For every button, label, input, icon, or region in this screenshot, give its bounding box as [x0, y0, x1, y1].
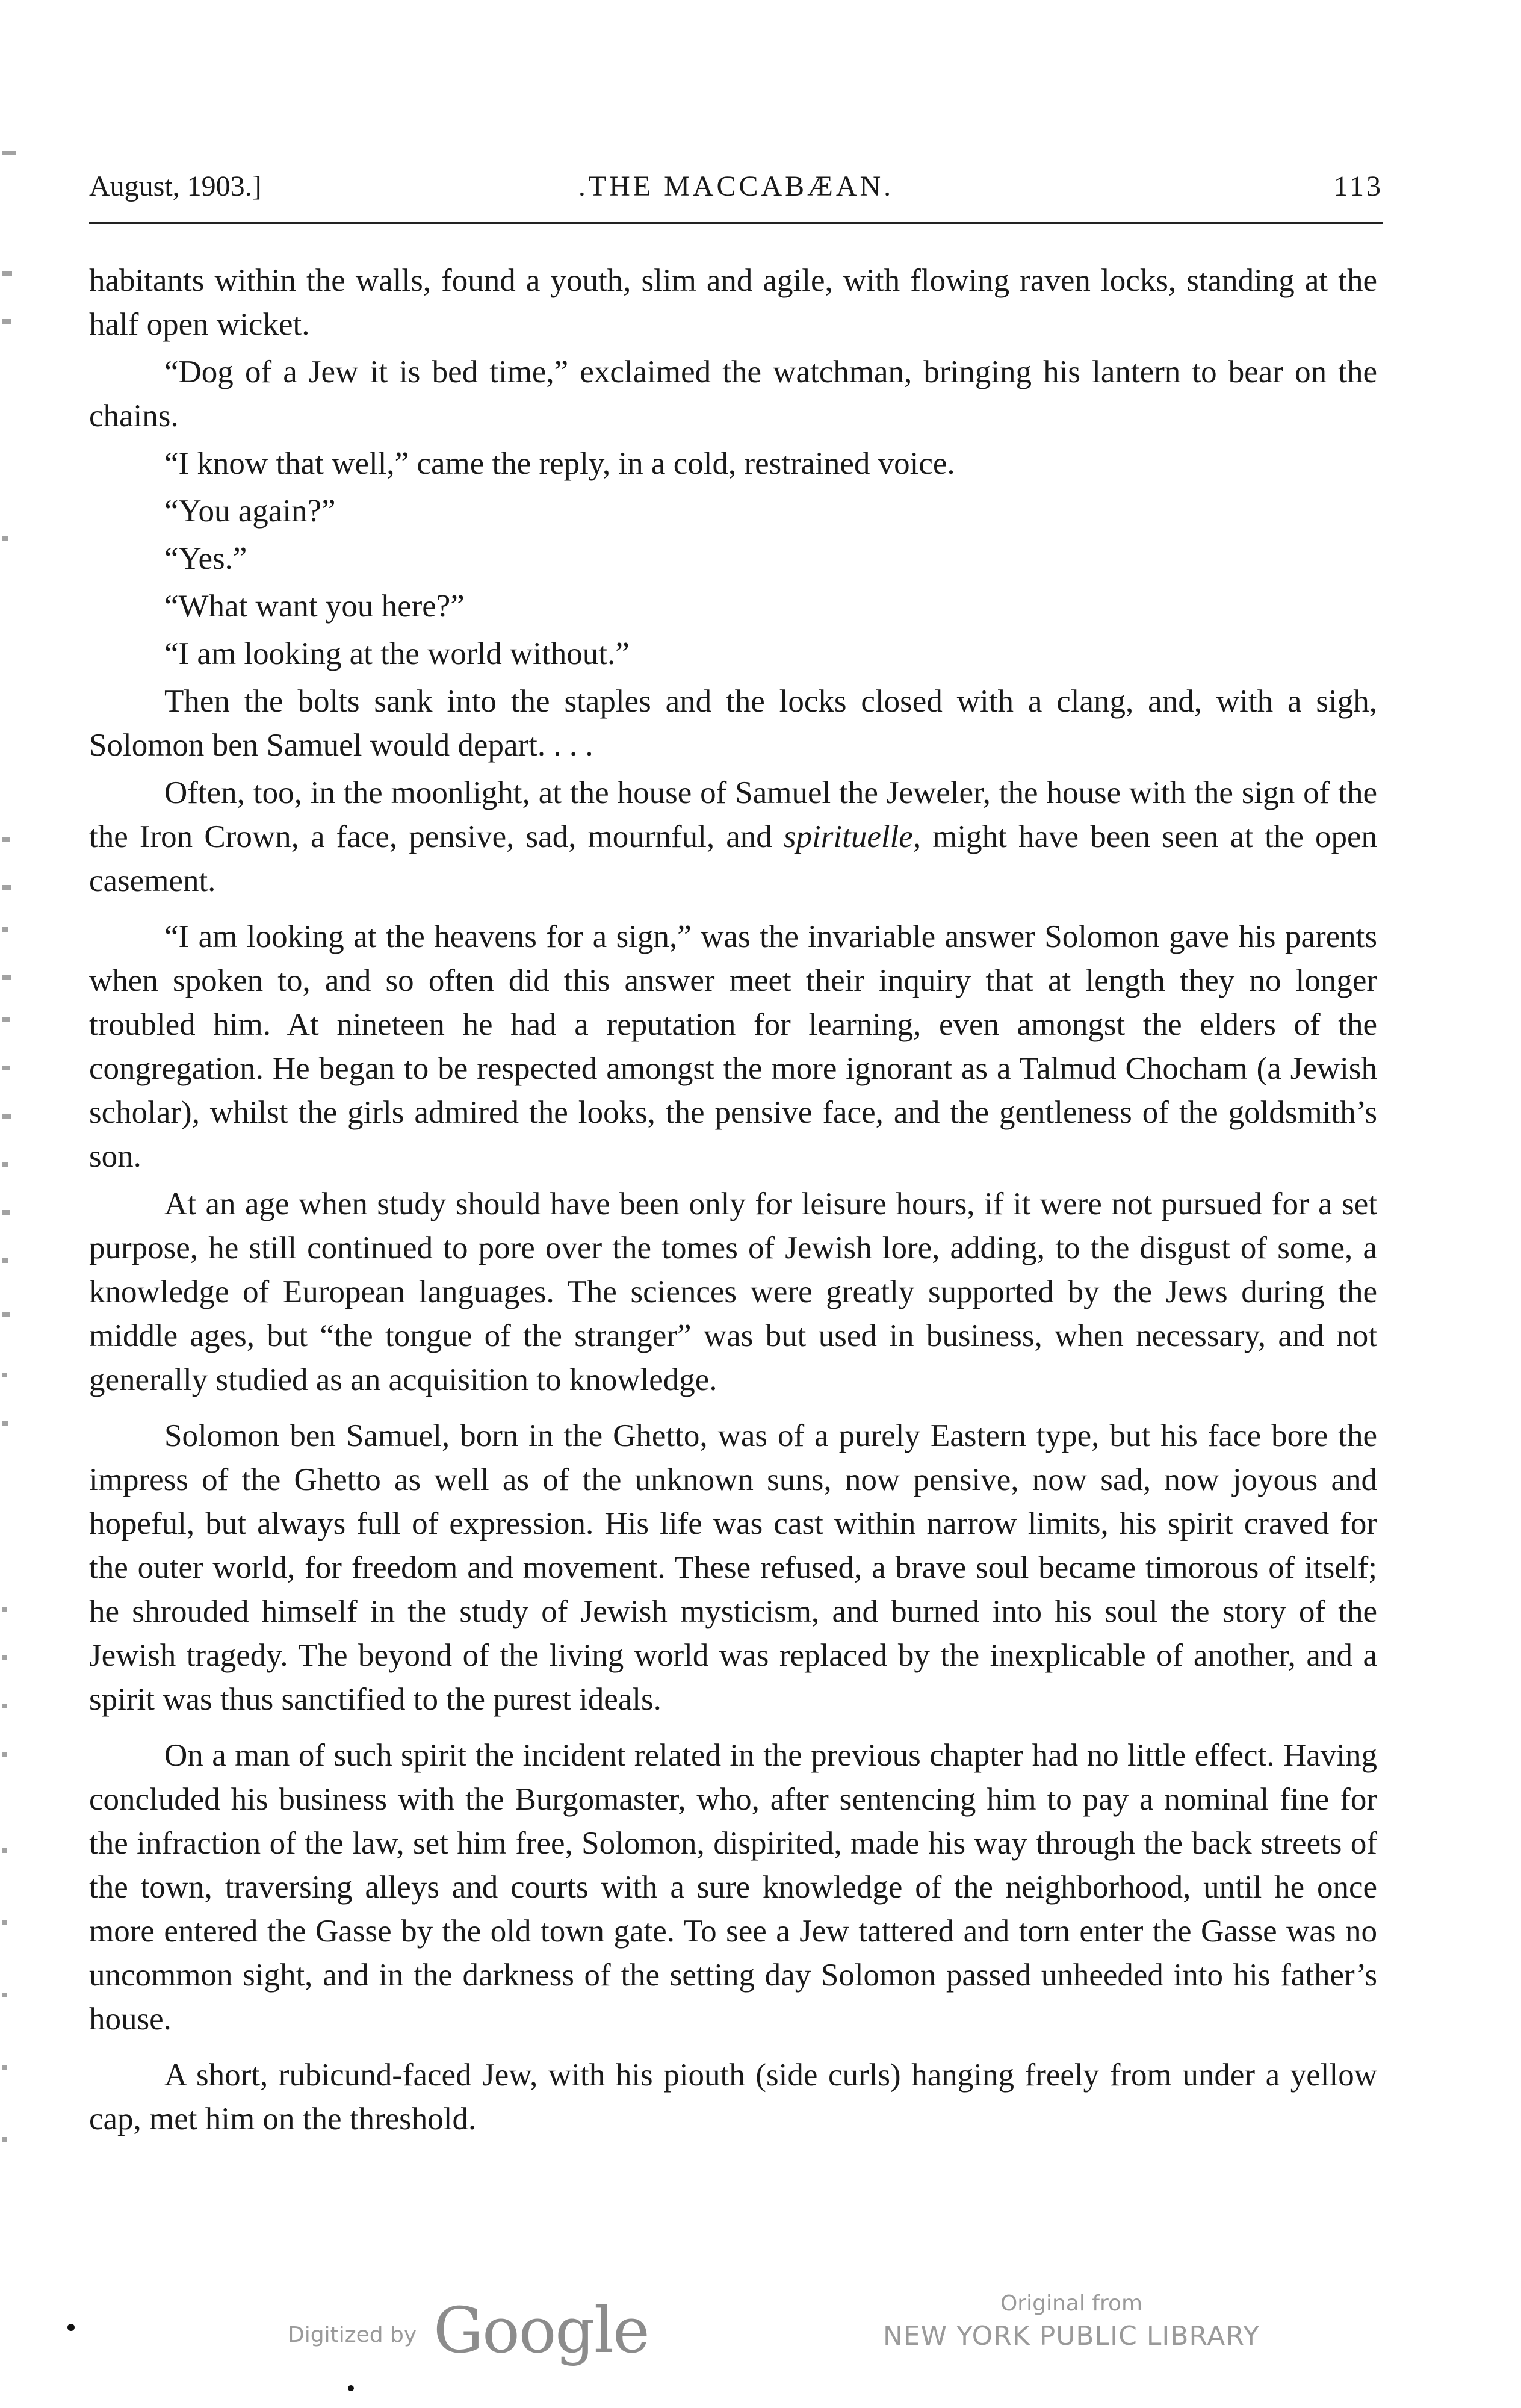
gutter-bleed-marks [0, 150, 24, 2258]
paragraph: A short, rubicund-faced Jew, with his piouth (side curls) hanging freely from under a yellow cap, met him on the threshold. [89, 2058, 1377, 2136]
paragraph: habitants within the walls, found a youth, slim and agile, with flowing raven locks, standing at the half open wicket. [89, 263, 1377, 342]
ink-speck [348, 2385, 354, 2391]
digitization-footer [0, 2288, 1521, 2384]
paragraph: “I know that well,” came the reply, in a cold, restrained voice. [164, 446, 955, 481]
paragraph: Solomon ben Samuel, born in the Ghetto, was of a purely Eastern type, but his face bore the impress of the Ghetto as well as of the unknown suns, now pensive, now sad, now joyous and hopeful, but always full of expression. His life was cast within narrow limits, his spirit craved for the outer world, for freedom and movement. These refused, a brave soul became timorous of itself; he shrouded himself in the study of Jewish mysticism, and burned into his soul the story of the Jewish tragedy. The beyond of the living world was replaced by the inexplicable of another, and a spirit was thus sanctified to the purest ideals. [89, 1418, 1377, 1717]
paragraph: “I am looking at the world without.” [164, 636, 630, 671]
issue-date: August, 1903.] [89, 170, 262, 202]
paragraph: At an age when study should have been only for leisure hours, if it were not pursued for a set purpose, he still continued to pore over the tomes of Jewish lore, adding, to the disgust of some, a knowledge of European languages. The sciences were greatly supported by the Jews during the middle ages, but “the tongue of the stranger” was but used in business, when necessary, and not generally studied as an acquisition to knowledge. [89, 1187, 1377, 1397]
italic-word: spirituelle, [783, 819, 922, 854]
page-number: 113 [1333, 170, 1383, 202]
paragraph: “Dog of a Jew it is bed time,” exclaimed the watchman, bringing his lantern to bear on the chains. [89, 355, 1377, 433]
paragraph: “What want you here?” [164, 589, 465, 624]
paragraph-text: Often, too, in the moonlight, at the house of Samuel the Jeweler, the house with the sign of the the Iron Crown, a face, pensive, sad, mournful, and [89, 775, 1377, 854]
original-from-label: Original from [1000, 2291, 1143, 2316]
paragraph: On a man of such spirit the incident related in the previous chapter had no little effect. Having concluded his business with the Burgomaster, who, after sentencing him to pay a nominal fine for the infraction of the law, set him free, Solomon, dispirited, made his way through the back streets of the town, traversing alleys and courts with a sure knowledge of the neighborhood, until he once more entered the Gasse by the old town gate. To see a Jew tattered and torn enter the Gasse was no uncommon sight, and in the darkness of the setting day Solomon passed unheeded into his father’s house. [89, 1738, 1377, 2037]
library-name: NEW YORK PUBLIC LIBRARY [882, 2321, 1260, 2351]
journal-title: .THE MACCABÆAN. [578, 170, 894, 202]
paragraph: “I am looking at the heavens for a sign,” was the invariable answer Solomon gave his parents when spoken to, and so often did this answer meet their inquiry that at length they no longer troubled him. At nineteen he had a reputation for learning, even amongst the elders of the congregation. He began to be respected amongst the more ignorant as a Talmud Chocham (a Jewish scholar), whilst the girls admired the looks, the pensive face, and the gentleness of the goldsmith’s son. [89, 919, 1377, 1174]
google-logo: Google [433, 2294, 649, 2367]
digitized-by-label: Digitized by [288, 2323, 417, 2347]
paragraph-text: might have been seen at the open casement. [89, 819, 1378, 898]
paragraph: Then the bolts sank into the staples and the locks closed with a clang, and, with a sigh, Solomon ben Samuel would depart. . . . [89, 684, 1377, 763]
paragraph [89, 771, 1377, 903]
running-header [89, 170, 1383, 206]
article-body [89, 259, 1377, 2145]
paragraph: “Yes.” [164, 541, 247, 576]
header-rule [89, 222, 1383, 224]
source-attribution [879, 2291, 1264, 2351]
paragraph: “You again?” [164, 494, 336, 529]
